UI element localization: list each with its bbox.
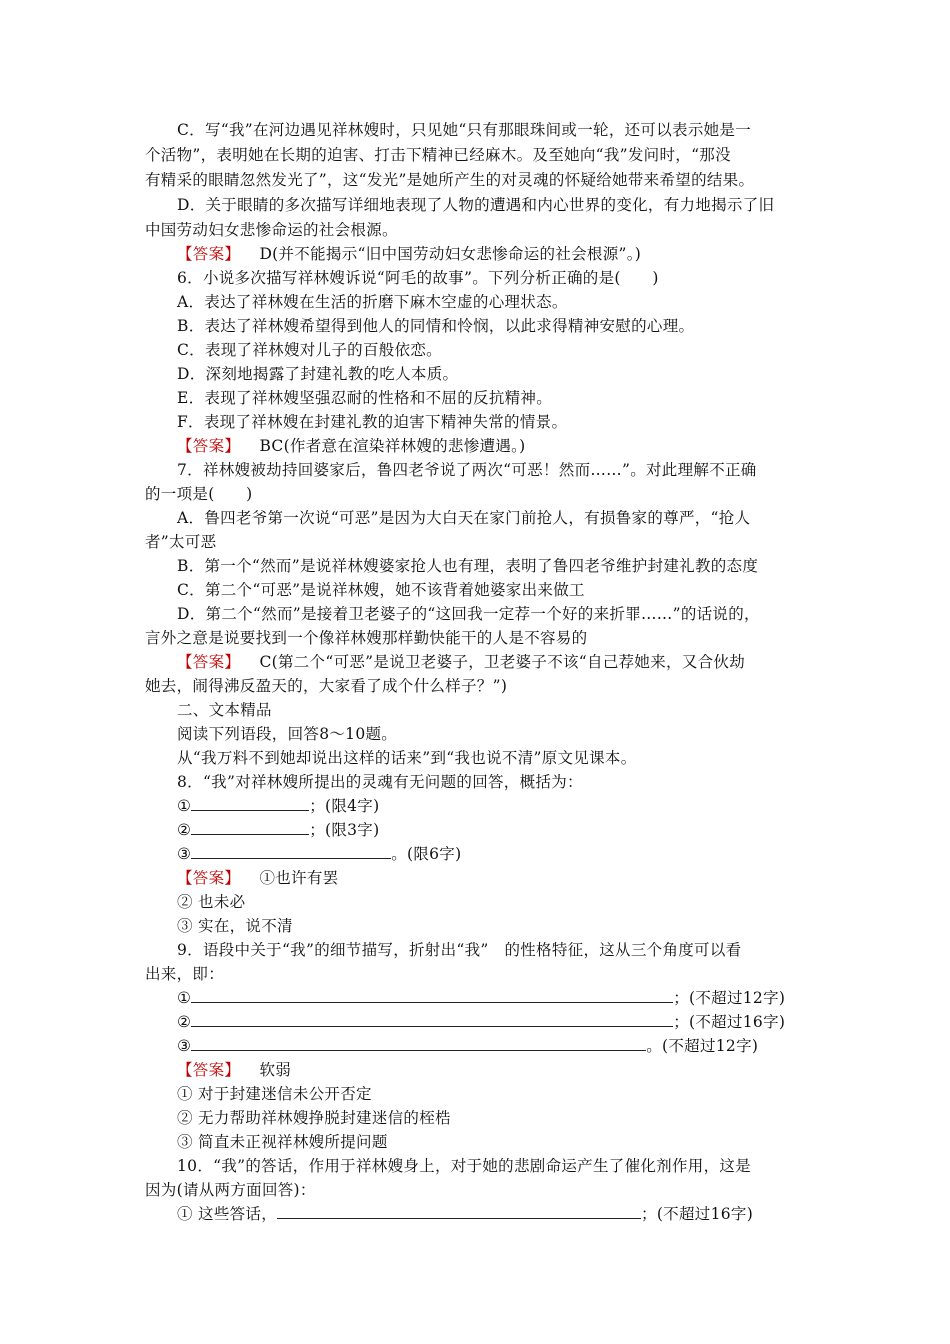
q10-blank-1-line	[177, 1203, 753, 1225]
q10-prefix-1: ① 这些答话，	[177, 1205, 278, 1223]
q10-suffix-1: ；(不超过16字)	[641, 1205, 754, 1223]
answer-label: 【答案】	[177, 653, 241, 671]
q8-suffix-3: 。(限6字)	[391, 845, 462, 863]
q6-answer-text: BC(作者意在渲染祥林嫂的悲惨遭遇。)	[259, 437, 526, 455]
q9-suffix-3: 。(不超过12字)	[646, 1037, 759, 1055]
q8-marker-1: ①	[177, 797, 192, 815]
q7-stem-line1: 7．祥林嫂被劫持回婆家后，鲁四老爷说了两次“可恶！然而……”。对此理解不正确	[177, 461, 757, 479]
q9-blank-2-line	[177, 1011, 785, 1033]
q9-suffix-2: ；(不超过16字)	[673, 1013, 786, 1031]
q9-blank-1-line	[177, 987, 785, 1009]
q8-blank-2[interactable]	[191, 820, 309, 835]
section-title: 二、文本精品	[177, 701, 272, 719]
q9-suffix-1: ；(不超过12字)	[673, 989, 786, 1007]
q9-marker-2: ②	[177, 1013, 192, 1031]
q8-marker-2: ②	[177, 821, 192, 839]
q9-stem-line1: 9．语段中关于“我”的细节描写，折射出“我” 的性格特征，这从三个角度可以看	[177, 941, 742, 959]
q9-marker-3: ③	[177, 1037, 192, 1055]
q8-suffix-1: ；(限4字)	[309, 797, 380, 815]
q10-blank-1[interactable]	[277, 1204, 641, 1219]
q8-answer-2: ② 也未必	[177, 893, 246, 911]
answer-label: 【答案】	[177, 1061, 241, 1079]
q8-blank-3-line	[177, 843, 461, 865]
q6-option-a: A．表达了祥林嫂在生活的折磨下麻木空虚的心理状态。	[177, 293, 568, 311]
q9-blank-1[interactable]	[191, 988, 673, 1003]
q7-answer-line1	[177, 651, 745, 673]
q10-stem-line2: 因为(请从两方面回答)：	[145, 1181, 316, 1199]
q7-answer-line2: 她去，闹得沸反盈天的，大家看了成个什么样子？”)	[145, 677, 508, 695]
q10-stem-line1: 10．“我”的答话，作用于祥林嫂身上，对于她的悲剧命运产生了催化剂作用，这是	[177, 1157, 751, 1175]
q6-option-e: E．表现了祥林嫂坚强忍耐的性格和不屈的反抗精神。	[177, 389, 553, 407]
q5-answer-text: D(并不能揭示“旧中国劳动妇女悲惨命运的社会根源”。)	[259, 245, 642, 263]
q8-blank-1-line	[177, 795, 379, 817]
q7-option-d-line2: 言外之意是说要找到一个像祥林嫂那样勤快能干的人是不容易的	[145, 629, 588, 647]
q7-answer-text: C(第二个“可恶”是说卫老婆子，卫老婆子不该“自己荐她来，又合伙劫	[259, 653, 746, 671]
q8-stem: 8．“我”对祥林嫂所提出的灵魂有无问题的回答，概括为：	[177, 773, 583, 791]
q5-answer	[177, 243, 641, 265]
answer-label: 【答案】	[177, 437, 241, 455]
q6-option-d: D．深刻地揭露了封建礼教的吃人本质。	[177, 365, 459, 383]
q9-blank-3[interactable]	[191, 1036, 646, 1051]
q9-marker-1: ①	[177, 989, 192, 1007]
answer-label: 【答案】	[177, 245, 241, 263]
q8-suffix-2: ；(限3字)	[309, 821, 380, 839]
q8-answer-3: ③ 实在，说不清	[177, 917, 293, 935]
q7-option-b: B．第一个“然而”是说祥林嫂婆家抢人也有理，表明了鲁四老爷维护封建礼教的态度	[177, 557, 759, 575]
q5-option-d-line2: 中国劳动妇女悲惨命运的社会根源。	[145, 221, 398, 239]
q5-option-c-line1: C．写“我”在河边遇见祥林嫂时，只见她“只有那眼珠间或一轮，还可以表示她是一	[177, 121, 752, 139]
q7-stem-line2: 的一项是( )	[145, 485, 253, 503]
q7-option-d-line1: D．第二个“然而”是接着卫老婆子的“这回我一定荐一个好的来折罪……”的话说的，	[177, 605, 760, 623]
answer-label: 【答案】	[177, 869, 241, 887]
q8-blank-3[interactable]	[191, 844, 391, 859]
q9-answer-1: ① 对于封建迷信未公开否定	[177, 1085, 372, 1103]
q7-option-a-line2: 者”太可恶	[145, 533, 217, 551]
q9-answer-3: ③ 简直未正视祥林嫂所提问题	[177, 1133, 388, 1151]
q7-option-a-line1: A．鲁四老爷第一次说“可恶”是因为大白天在家门前抢人，有损鲁家的尊严，“抢人	[177, 509, 751, 527]
q8-answer-text: ①也许有罢	[259, 869, 339, 887]
q9-answer	[177, 1059, 291, 1081]
q8-answer	[177, 867, 338, 889]
q9-blank-2[interactable]	[191, 1012, 673, 1027]
q5-option-c-line3: 有精采的眼睛忽然发光了”，这“发光”是她所产生的对灵魂的怀疑给她带来希望的结果。	[145, 171, 755, 189]
section-intro: 阅读下列语段，回答8～10题。	[177, 725, 398, 743]
q5-option-d-line1: D．关于眼睛的多次描写详细地表现了人物的遭遇和内心世界的变化，有力地揭示了旧	[177, 196, 775, 214]
q6-stem: 6．小说多次描写祥林嫂诉说“阿毛的故事”。下列分析正确的是( )	[177, 269, 659, 287]
q6-answer	[177, 435, 526, 457]
q6-option-b: B．表达了祥林嫂希望得到他人的同情和怜悯，以此求得精神安慰的心理。	[177, 317, 695, 335]
q6-option-c: C．表现了祥林嫂对儿子的百般依恋。	[177, 341, 442, 359]
q9-stem-line2: 出来，即：	[145, 965, 225, 983]
q8-blank-1[interactable]	[191, 796, 309, 811]
q8-blank-2-line	[177, 819, 379, 841]
q7-option-c: C．第二个“可恶”是说祥林嫂，她不该背着她婆家出来做工	[177, 581, 585, 599]
q9-answer-text: 软弱	[259, 1061, 292, 1079]
q8-marker-3: ③	[177, 845, 192, 863]
section-source-note: 从“我万料不到她却说出这样的话来”到“我也说不清”原文见课本。	[177, 749, 637, 767]
q9-answer-2: ② 无力帮助祥林嫂挣脱封建迷信的桎梏	[177, 1109, 451, 1127]
q5-option-c-line2: 个活物”，表明她在长期的迫害、打击下精神已经麻木。及至她向“我”发问时，“那没	[145, 146, 731, 164]
q9-blank-3-line	[177, 1035, 758, 1057]
q6-option-f: F．表现了祥林嫂在封建礼教的迫害下精神失常的情景。	[177, 413, 568, 431]
